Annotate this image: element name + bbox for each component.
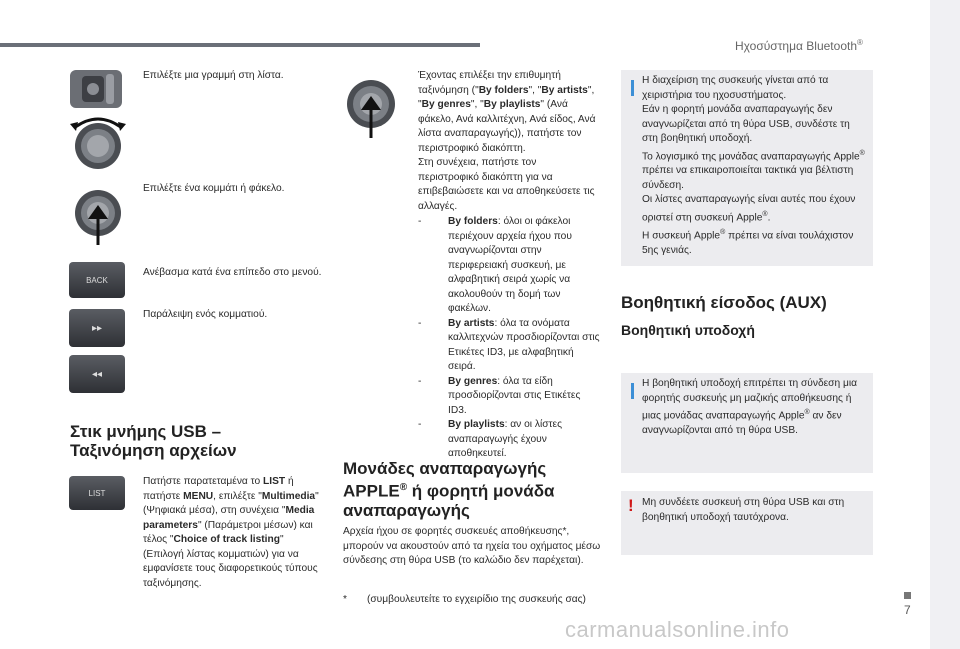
apple-heading: Μονάδες αναπαραγωγής APPLE® ή φορητή μονάδα αναπαραγωγής — [343, 459, 555, 520]
sort-options-list — [418, 215, 601, 462]
info-apple-text: Η διαχείριση της συσκευής γίνεται από τα χειριστήρια του ηχοσυστήματος. Εάν η φορητή μονάδα αναπαραγωγής δεν αναγνωρίζεται από τη θύρα USB, συνδέστε τη στη βοηθητική υποδοχή. Το λογισμικό της μονάδας αναπαραγωγής Apple® πρέπει να επικαιροποιείται τακτικά για βέλτιστη σύνδεση. Οι λίστες αναπαραγωγής είναι αυτές που έχουν οριστεί στη συσκευή Apple®. Η συσκευή Apple® πρέπει να είναι τουλάχιστον 5ης γενιάς. — [642, 75, 865, 256]
step-select-track: Επιλέξτε ένα κομμάτι ή φάκελο. — [143, 183, 285, 194]
step-skip: Παράλειψη ενός κομματιού. — [143, 309, 268, 320]
info-aux-text: Η βοηθητική υποδοχή επιτρέπει τη σύνδεση μια φορητής συσκευής μη μαζικής αποθήκευσης ή μιας μονάδας αναπαραγωγής Apple® αν δεν αναγνωρίζονται από τη θύρα USB. — [642, 378, 857, 436]
list-item: - By genres: όλα τα είδη προσδιορίζονται στις Ετικέτες ID3. — [418, 375, 581, 416]
page-number: 7 — [904, 603, 911, 617]
back-button-icon: BACK — [69, 262, 125, 298]
side-strip — [930, 0, 960, 649]
footnote: * (συμβουλευτείτε το εγχειρίδιο της συσκευής σας) — [343, 594, 586, 605]
sort-confirm-text: Έχοντας επιλέξει την επιθυμητή ταξινόμηση ("By folders", "By artists", "By genres", "By playlists" (Ανά φάκελο, Ανά καλλιτέχνη, Ανά είδος, Ανά λίστα αναπαραγωγής)), πατήστε τον περιστροφικό διακόπτη. Στη συνέχεια, πατήστε τον περιστροφικό διακόπτη για να επιβεβαιώσετε και να αποθηκεύσετε τις αλλαγές. — [418, 70, 596, 212]
rotary-knob-turn-icon — [68, 112, 128, 176]
usb-sort-instructions: Πατήστε παρατεταμένα το LIST ή πατήστε MENU, επιλέξτε "Multimedia" (Ψηφιακά μέσα), στη συνέχεια "Media parameters" (Παράμετροι μέσων) και τέλος "Choice of track listing" (Επιλογή λίστας κομματιών) για να εμφανίσετε τους διαφορετικούς τύπους ταξινόμησης. — [143, 476, 319, 589]
aux-heading: Βοηθητική είσοδος (AUX) — [621, 293, 827, 312]
rotary-knob-press-icon — [68, 183, 128, 249]
aux-subheading: Βοηθητική υποδοχή — [621, 322, 755, 338]
warning-icon: ! — [628, 496, 634, 515]
list-item: - By playlists: αν οι λίστες αναπαραγωγής έχουν αποθηκευτεί. — [418, 419, 562, 459]
warning-text: Μη συνδέετε συσκευή στη θύρα USB και στη βοηθητική υποδοχή ταυτόχρονα. — [642, 497, 845, 523]
list-button-icon: LIST — [69, 476, 125, 510]
info-icon — [631, 383, 634, 399]
step-select-line: Επιλέξτε μια γραμμή στη λίστα. — [143, 70, 284, 81]
watermark: carmanualsonline.info — [565, 617, 790, 642]
page-marker — [904, 592, 911, 599]
list-item: - By folders: όλοι οι φάκελοι περιέχουν αρχεία ήχου που αναγνωρίζονται στην περιφερειακή συσκευή, με αλφαβητική σειρά χωρίς να ακολουθούν τη δομή των φακέλων. — [418, 216, 572, 314]
step-back: Ανέβασμα κατά ένα επίπεδο στο μενού. — [143, 267, 322, 278]
fast-forward-button-icon: ▸▸ — [69, 309, 125, 347]
usb-heading: Στικ μνήμης USB – Ταξινόμηση αρχείων — [70, 422, 237, 460]
joystick-icon — [70, 70, 122, 108]
page-header: Ηχοσύστημα Bluetooth® — [735, 38, 863, 53]
top-rule — [0, 43, 480, 47]
list-item: - By artists: όλα τα ονόματα καλλιτεχνών προσδιορίζονται στις Ετικέτες ID3, με αλφαβητική σειρά. — [418, 317, 600, 372]
info-icon — [631, 80, 634, 96]
rotary-knob-press-icon — [341, 72, 401, 142]
apple-text: Αρχεία ήχου σε φορητές συσκευές αποθήκευσης*, μπορούν να ακουστούν από τα ηχεία του οχήματος μέσω σύνδεσης στη θύρα USB (το καλώδιο δεν παρέχεται). — [343, 526, 601, 566]
rewind-button-icon: ◂◂ — [69, 355, 125, 393]
